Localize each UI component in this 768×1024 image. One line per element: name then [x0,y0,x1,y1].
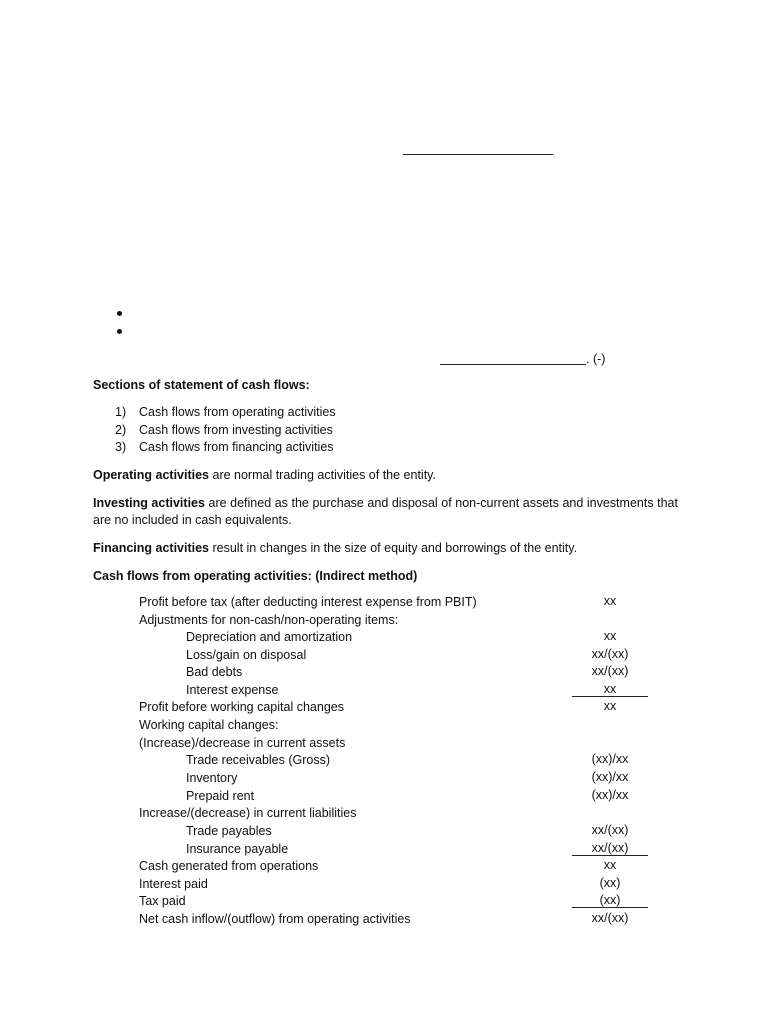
bullet-point [117,329,122,334]
list-item: 3) Cash flows from financing activities [115,440,334,455]
statement-line-amount: xx [603,858,617,872]
blank-suffix: . (-) [586,352,606,366]
statement-line-label: Profit before tax (after deducting interest expense from PBIT) [139,595,477,609]
statement-line-label: Working capital changes: [139,718,279,732]
statement-line-label: Bad debts [186,665,243,679]
statement-line-label: Interest expense [186,683,279,697]
statement-line-amount: (xx)/xx [591,788,629,802]
statement-line-label: Trade payables [186,824,272,838]
statement-line-label: (Increase)/decrease in current assets [139,736,346,750]
statement-line-amount: xx [572,682,648,697]
statement-heading: Cash flows from operating activities: (Indirect method) [93,569,418,583]
statement-line-label: Inventory [186,771,238,785]
statement-line-label: Insurance payable [186,842,289,856]
statement-line-label: Cash generated from operations [139,859,319,873]
statement-line-amount: xx/(xx) [591,911,629,925]
list-item: 1) Cash flows from operating activities [115,405,336,419]
statement-line-amount: (xx) [599,876,621,890]
statement-line-amount: xx [603,629,617,643]
list-item: 2) Cash flows from investing activities [115,422,333,437]
statement-line-label: Loss/gain on disposal [186,648,307,662]
operating-definition: Operating activities are normal trading activities of the entity. [93,468,436,482]
statement-line-amount: xx/(xx) [591,664,629,678]
blank-line-fill [440,364,586,365]
statement-line-label: Increase/(decrease) in current liabilities [139,806,357,820]
statement-line-label: Profit before working capital changes [139,700,344,714]
statement-line-amount: (xx)/xx [591,770,629,784]
statement-line-label: Net cash inflow/(outflow) from operating activities [139,912,411,926]
investing-definition: Investing activities are defined as the purchase and disposal of non-current assets and investments that are no included in cash equivalents. [93,496,678,527]
sections-list [115,404,336,457]
statement-line-amount: xx [603,594,617,608]
sections-heading: Sections of statement of cash flows: [93,378,310,392]
statement-line-amount: xx/(xx) [591,647,629,661]
bullet-point [117,311,122,316]
statement-line-amount: xx/(xx) [572,841,648,856]
statement-line-label: Depreciation and amortization [186,630,353,644]
statement-line-amount: (xx) [572,893,648,908]
statement-line-label: Trade receivables (Gross) [186,753,331,767]
blank-line-top [403,154,553,155]
statement-line-label: Interest paid [139,877,208,891]
statement-line-label: Adjustments for non-cash/non-operating items: [139,613,399,627]
statement-line-amount: xx/(xx) [591,823,629,837]
statement-line-amount: (xx)/xx [591,752,629,766]
statement-line-label: Prepaid rent [186,789,255,803]
statement-line-amount: xx [603,699,617,713]
financing-definition: Financing activities result in changes in the size of equity and borrowings of the entity. [93,541,578,555]
statement-line-label: Tax paid [139,894,186,908]
